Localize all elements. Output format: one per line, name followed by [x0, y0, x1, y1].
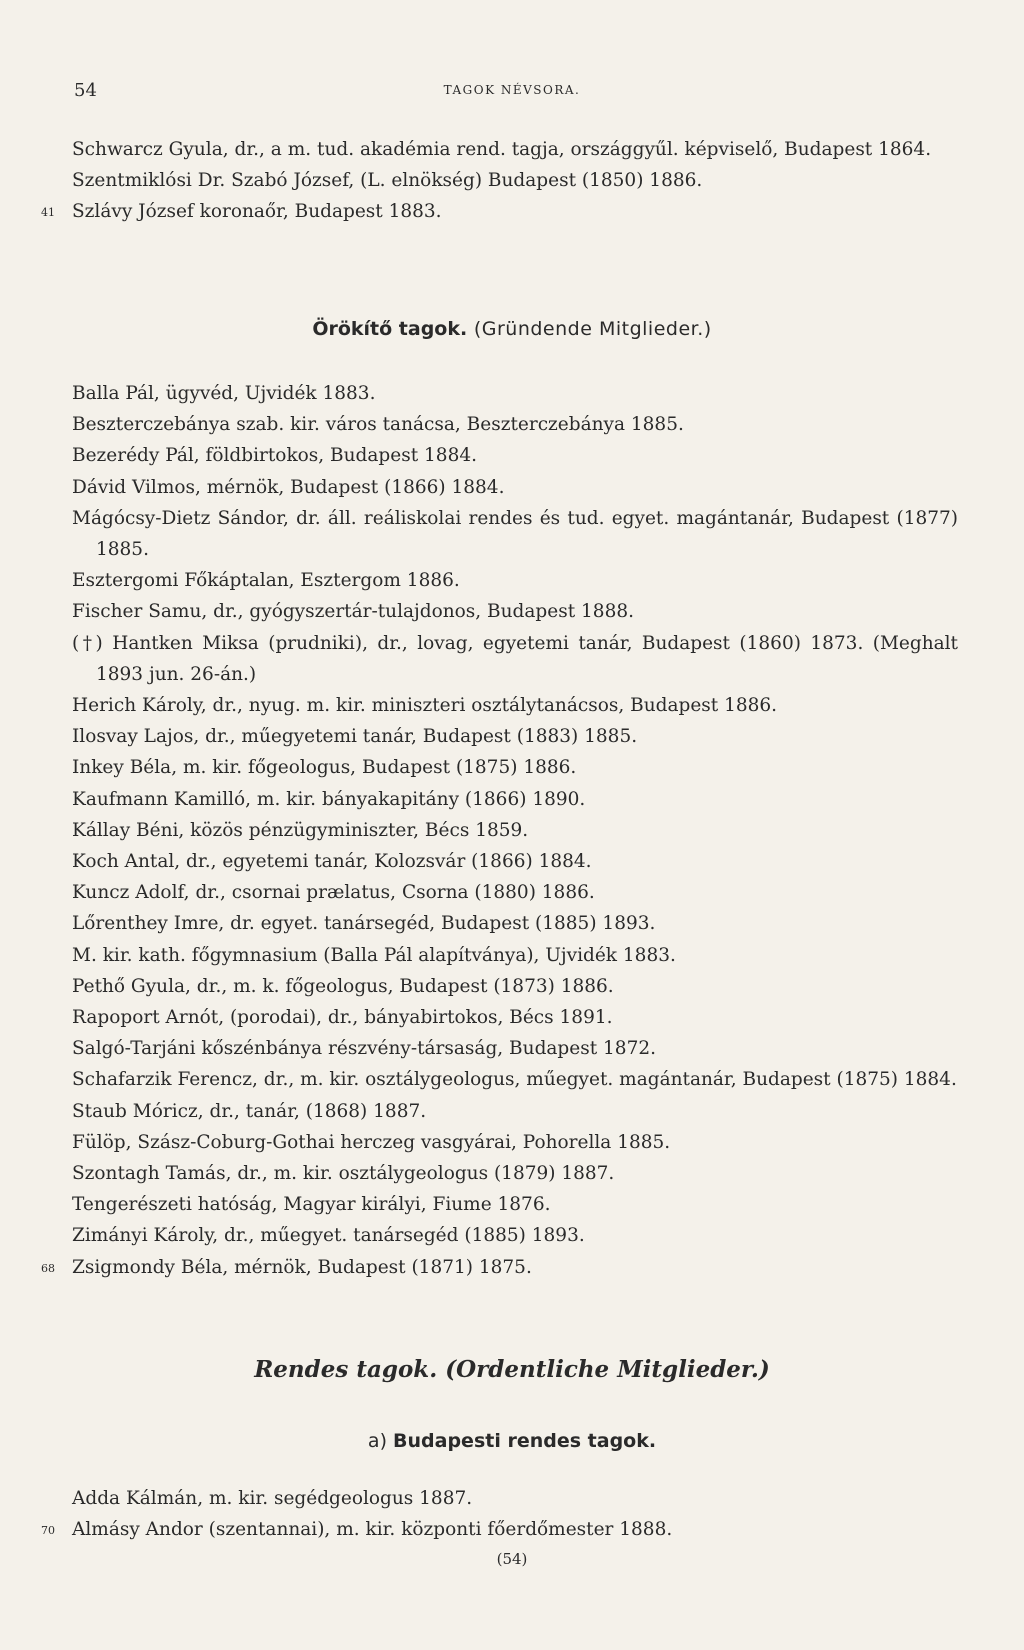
entry-text: Koch Antal, dr., egyetemi tanár, Kolozsvár (1866) 1884.: [72, 851, 592, 873]
entry-text: Szontagh Tamás, dr., m. kir. osztálygeologus (1879) 1887.: [72, 1163, 615, 1185]
section-title: Örökítő tagok.: [312, 318, 468, 340]
entry-text: Kuncz Adolf, dr., csornai prælatus, Csorna (1880) 1886.: [72, 882, 595, 904]
entry-text: Kállay Béni, közös pénzügyminiszter, Bécs 1859.: [72, 819, 529, 841]
list-entry: [72, 846, 958, 877]
entry-text: Zsigmondy Béla, mérnök, Budapest (1871) 1875.: [72, 1256, 532, 1278]
list-entry: [72, 134, 958, 165]
list-entry: [72, 165, 958, 196]
section-subtitle: (Gründende Mitglieder.): [473, 318, 712, 340]
list-entry: [72, 784, 958, 815]
entry-text: Staub Móricz, dr., tanár, (1868) 1887.: [72, 1100, 427, 1122]
footer-page-label: (54): [496, 1550, 528, 1568]
list-entry: [72, 596, 958, 627]
list-entry: [72, 1220, 958, 1251]
list-entry: [72, 503, 958, 565]
entry-text: (†) Hantken Miksa (prudniki), dr., lovag, egyetemi tanár, Budapest (1860) 1873. (Meghalt 1893 jun. 26-án.): [72, 632, 958, 685]
list-entry: [72, 1483, 958, 1514]
list-entry: [72, 1033, 958, 1064]
list-entry: [72, 1064, 958, 1095]
margin-counter: 41: [41, 206, 55, 220]
list-entry: [72, 940, 958, 971]
entry-text: Herich Károly, dr., nyug. m. kir. miniszteri osztálytanácsos, Budapest 1886.: [72, 695, 778, 717]
entry-text: Fülöp, Szász-Coburg-Gothai herczeg vasgyárai, Pohorella 1885.: [72, 1131, 671, 1153]
entry-text: Beszterczebánya szab. kir. város tanácsa, Beszterczebánya 1885.: [72, 414, 684, 436]
entry-text: Dávid Vilmos, mérnök, Budapest (1866) 1884.: [72, 476, 505, 498]
list-entry: [72, 628, 958, 690]
entry-text: M. kir. kath. főgymnasium (Balla Pál alapítványa), Ujvidék 1883.: [72, 944, 676, 966]
entry-text: Ilosvay Lajos, dr., műegyetemi tanár, Budapest (1883) 1885.: [72, 726, 638, 748]
list-entry: [72, 565, 958, 596]
list-entry: [72, 690, 958, 721]
subsection-prefix: a): [367, 1430, 387, 1452]
subsection-title: Budapesti rendes tagok.: [393, 1430, 657, 1452]
list-entry: [72, 877, 958, 908]
entry-text: Szentmiklósi Dr. Szabó József, (L. elnökség) Budapest (1850) 1886.: [72, 170, 703, 192]
list-entry: [72, 1002, 958, 1033]
entry-text: Salgó-Tarjáni kőszénbánya részvény-társaság, Budapest 1872.: [72, 1038, 656, 1060]
running-title: TAGOK NÉVSORA.: [443, 83, 581, 97]
entry-text: Pethő Gyula, dr., m. k. főgeologus, Budapest (1873) 1886.: [72, 975, 614, 997]
entry-text: Fischer Samu, dr., gyógyszertár-tulajdonos, Budapest 1888.: [72, 601, 634, 623]
entry-text: Rapoport Arnót, (porodai), dr., bányabirtokos, Bécs 1891.: [72, 1007, 613, 1029]
entry-text: Adda Kálmán, m. kir. segédgeologus 1887.: [72, 1488, 473, 1509]
list-entry: [72, 908, 958, 939]
section-subtitle: (Ordentliche Mitglieder.): [445, 1356, 770, 1383]
entry-text: Balla Pál, ügyvéd, Ujvidék 1883.: [72, 383, 376, 404]
founders-list: [41, 378, 958, 1283]
list-entry: [72, 378, 958, 409]
list-entry: [41, 196, 958, 227]
subsection-heading: [0, 1430, 1024, 1452]
entry-text: Schwarcz Gyula, dr., a m. tud. akadémia rend. tagja, országgyűl. képviselő, Budapest 1864.: [72, 139, 932, 160]
regular-members-list: [41, 1483, 958, 1545]
list-entry: [72, 752, 958, 783]
list-entry: [72, 1096, 958, 1127]
list-entry: [41, 1514, 958, 1545]
page-header: [72, 80, 952, 102]
entry-text: Almásy Andor (szentannai), m. kir. központi főerdőmester 1888.: [72, 1519, 673, 1541]
list-entry: [72, 440, 958, 471]
section-heading-founders: [0, 318, 1024, 340]
entry-text: Szlávy József koronaőr, Budapest 1883.: [72, 201, 442, 223]
section-heading-regular: [0, 1356, 1024, 1383]
list-entry: [72, 721, 958, 752]
entry-text: Inkey Béla, m. kir. főgeologus, Budapest (1875) 1886.: [72, 757, 577, 779]
list-entry: [72, 1158, 958, 1189]
list-entry: [72, 1127, 958, 1158]
entry-text: Kaufmann Kamilló, m. kir. bányakapitány (1866) 1890.: [72, 788, 586, 810]
entry-text: Zimányi Károly, dr., műegyet. tanársegéd (1885) 1893.: [72, 1225, 585, 1247]
entry-text: Tengerészeti hatóság, Magyar királyi, Fiume 1876.: [72, 1194, 551, 1216]
entry-text: Mágócsy-Dietz Sándor, dr. áll. reáliskolai rendes és tud. egyet. magántanár, Budapest (1877) 1885.: [72, 507, 958, 561]
list-entry: [72, 409, 958, 440]
entry-text: Schafarzik Ferencz, dr., m. kir. osztálygeologus, műegyet. magántanár, Budapest (1875) 1884.: [72, 1069, 957, 1091]
section-title: Rendes tagok.: [254, 1356, 438, 1383]
margin-counter: 70: [41, 1524, 55, 1538]
margin-counter: 68: [41, 1261, 55, 1275]
list-entry: [41, 1252, 958, 1283]
list-entry: [72, 1189, 958, 1220]
list-entry: [72, 971, 958, 1002]
list-entry: [72, 815, 958, 846]
entry-text: Esztergomi Főkáptalan, Esztergom 1886.: [72, 570, 460, 592]
list-entry: [72, 472, 958, 503]
top-entry-list: [41, 134, 958, 228]
entry-text: Lőrenthey Imre, dr. egyet. tanársegéd, Budapest (1885) 1893.: [72, 913, 656, 935]
entry-text: Bezerédy Pál, földbirtokos, Budapest 1884.: [72, 445, 477, 467]
page-number: 54: [74, 80, 97, 101]
